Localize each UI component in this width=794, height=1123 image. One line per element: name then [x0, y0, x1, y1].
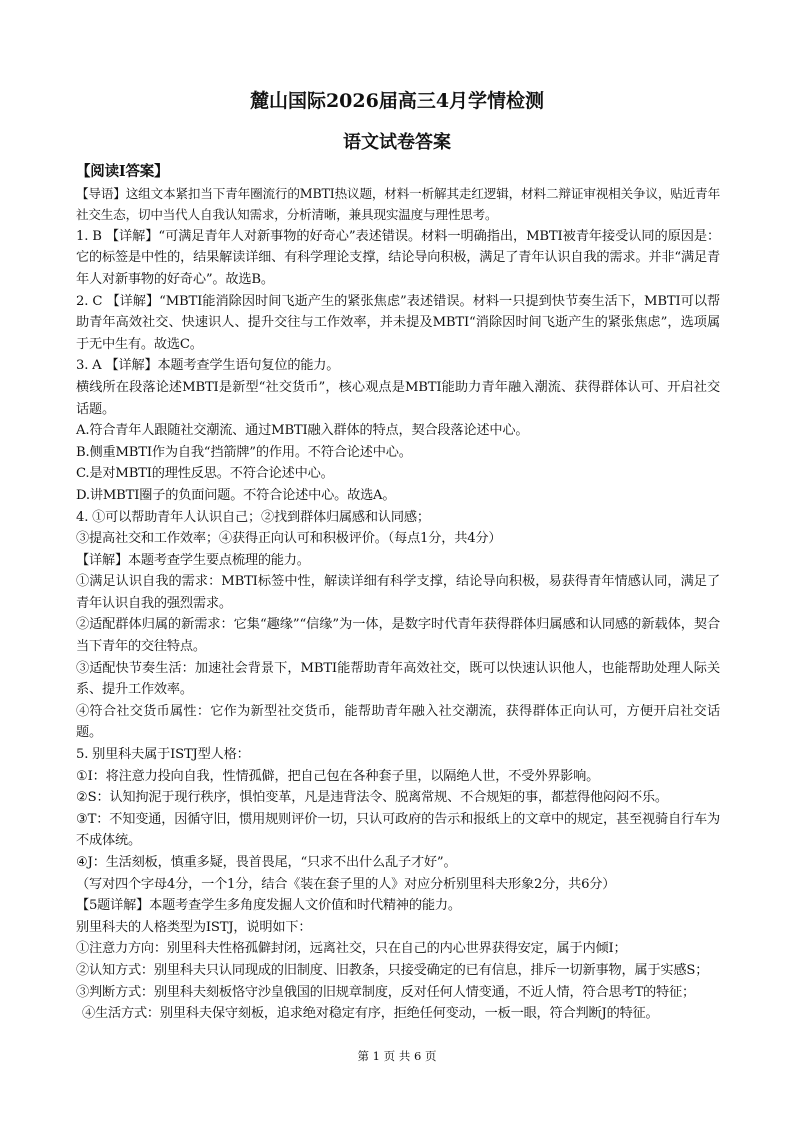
- page-number: 第 1 页 共 6 页: [357, 1049, 437, 1063]
- answer-content: [76, 161, 720, 1025]
- answer-q5-detail-intro: 别里科夫的人格类型为ISTJ，说明如下：: [76, 919, 312, 935]
- answer-q2: 2. C 【详解】“MBTI能消除因时间飞逝产生的紧张焦虑”表述错误。材料一只提到快节奏生活下，MBTI可以帮助青年高效社交、快速识人、提升交往与工作效率，并未提及MBTI“消除因时间飞逝产生的紧张焦虑”，选项属于无中生有。故选C。: [76, 293, 720, 352]
- answer-q5-detail-1: ①注意力方向：别里科夫性格孤僻封闭，远离社交，只在自己的内心世界获得安定，属于内倾I；: [76, 941, 627, 957]
- answer-q3-option-c: C.是对MBTI的理性反思。不符合论述中心。: [76, 466, 334, 482]
- answer-q5-t: ③T：不知变通，因循守旧，惯用规则评价一切，只认可政府的告示和报纸上的文章中的规定，甚至视骑自行车为不成体统。: [76, 811, 720, 849]
- guide-paragraph: 【导语】这组文本紧扣当下青年圈流行的MBTI热议题，材料一析解其走红逻辑，材料二辩证审视相关争议，贴近青年社交生态，切中当代人自我认知需求，分析清晰，兼具现实温度与理性思考。: [76, 185, 720, 223]
- answer-q5-s: ②S：认知拘泥于现行秩序，惧怕变革，凡是违背法令、脱离常规、不合规矩的事，都惹得他闷闷不乐。: [76, 790, 668, 806]
- answer-q4-point4: ④符合社交货币属性：它作为新型社交货币，能帮助青年融入社交潮流，获得群体正向认可，方便开启社交话题。: [76, 703, 720, 741]
- answer-q3-option-b: B.侧重MBTI作为自我“挡箭牌”的作用。不符合论述中心。: [76, 444, 412, 460]
- answer-q4-point1: ①满足认识自我的需求：MBTI标签中性，解读详细有科学支撑，结论导向积极，易获得青年情感认同，满足了青年认识自我的强烈需求。: [76, 574, 720, 611]
- answer-q5-detail-head: 【5题详解】本题考查学生多角度发掘人文价值和时代精神的能力。: [76, 898, 461, 914]
- answer-q5-detail-3: ③判断方式：别里科夫刻板恪守沙皇俄国的旧规章制度，反对任何人情变通，不近人情，符合思考T的特征；: [76, 984, 696, 1000]
- answer-q4-point2: ②适配群体归属的新需求：它集“趣缘”“信缘”为一体，是数字时代青年获得群体归属感和认同感的新载体，契合当下青年的交往特点。: [76, 617, 720, 655]
- answer-q4-detail-head: 【详解】本题考查学生要点梳理的能力。: [76, 552, 310, 568]
- page-title: 麓山国际2026届高三4月学情检测: [249, 90, 545, 112]
- answer-q3-option-a: A.符合青年人跟随社交潮流、通过MBTI融入群体的特点，契合段落论述中心。: [76, 423, 529, 439]
- answer-q5-j: ④J：生活刻板，慎重多疑，畏首畏尾，“只求不出什么乱子才好”。: [76, 855, 457, 870]
- answer-q5-detail-2: ②认知方式：别里科夫只认同现成的旧制度、旧教条，只接受确定的已有信息，排斥一切新事物，属于实感S；: [76, 962, 709, 978]
- page-subtitle: 语文试卷答案: [343, 132, 451, 153]
- answer-q4-point3: ③适配快节奏生活：加速社会背景下，MBTI能帮助青年高效社交，既可以快速认识他人，也能帮助处理人际关系、提升工作效率。: [76, 660, 720, 698]
- answer-q5-detail-4: ④生活方式：别里科夫保守刻板，追求绝对稳定有序，拒绝任何变动，一板一眼，符合判断J的特征。: [82, 1006, 659, 1022]
- answer-q3-text: 横线所在段落论述MBTI是新型“社交货币”，核心观点是MBTI能助力青年融入潮流、获得群体认可、开启社交话题。: [76, 379, 720, 417]
- answer-q3-option-d: D.讲MBTI圈子的负面问题。不符合论述中心。故选A。: [76, 487, 396, 503]
- answer-q3-head: 3. A 【详解】本题考查学生语句复位的能力。: [76, 358, 340, 374]
- answer-q1: 1. B 【详解】“可满足青年人对新事物的好奇心”表述错误。材料一明确指出，MBTI被青年接受认同的原因是：它的标签是中性的，结果解读详细、有科学理论支撑，结论导向积极，满足了青年认识自我的需求。并非“满足青年人对新事物的好奇心”。故选B。: [76, 228, 720, 287]
- answer-q5-i: ①I：将注意力投向自我，性情孤僻，把自己包在各种套子里，以隔绝人世，不受外界影响。: [76, 768, 600, 784]
- answer-q4-line1: 4. ①可以帮助青年人认识自己；②找到群体归属感和认同感；: [76, 509, 430, 525]
- answer-q4-line2: ③提高社交和工作效率；④获得正向认可和积极评价。（每点1分，共4分）: [76, 531, 502, 547]
- answer-q5-scoring: （写对四个字母4分，一个1分，结合《装在套子里的人》对应分析别里科夫形象2分，共6分）: [76, 876, 616, 892]
- answer-q5-head: 5. 别里科夫属于ISTJ型人格：: [76, 747, 250, 763]
- section-heading: 【阅读Ⅰ答案】: [76, 163, 169, 180]
